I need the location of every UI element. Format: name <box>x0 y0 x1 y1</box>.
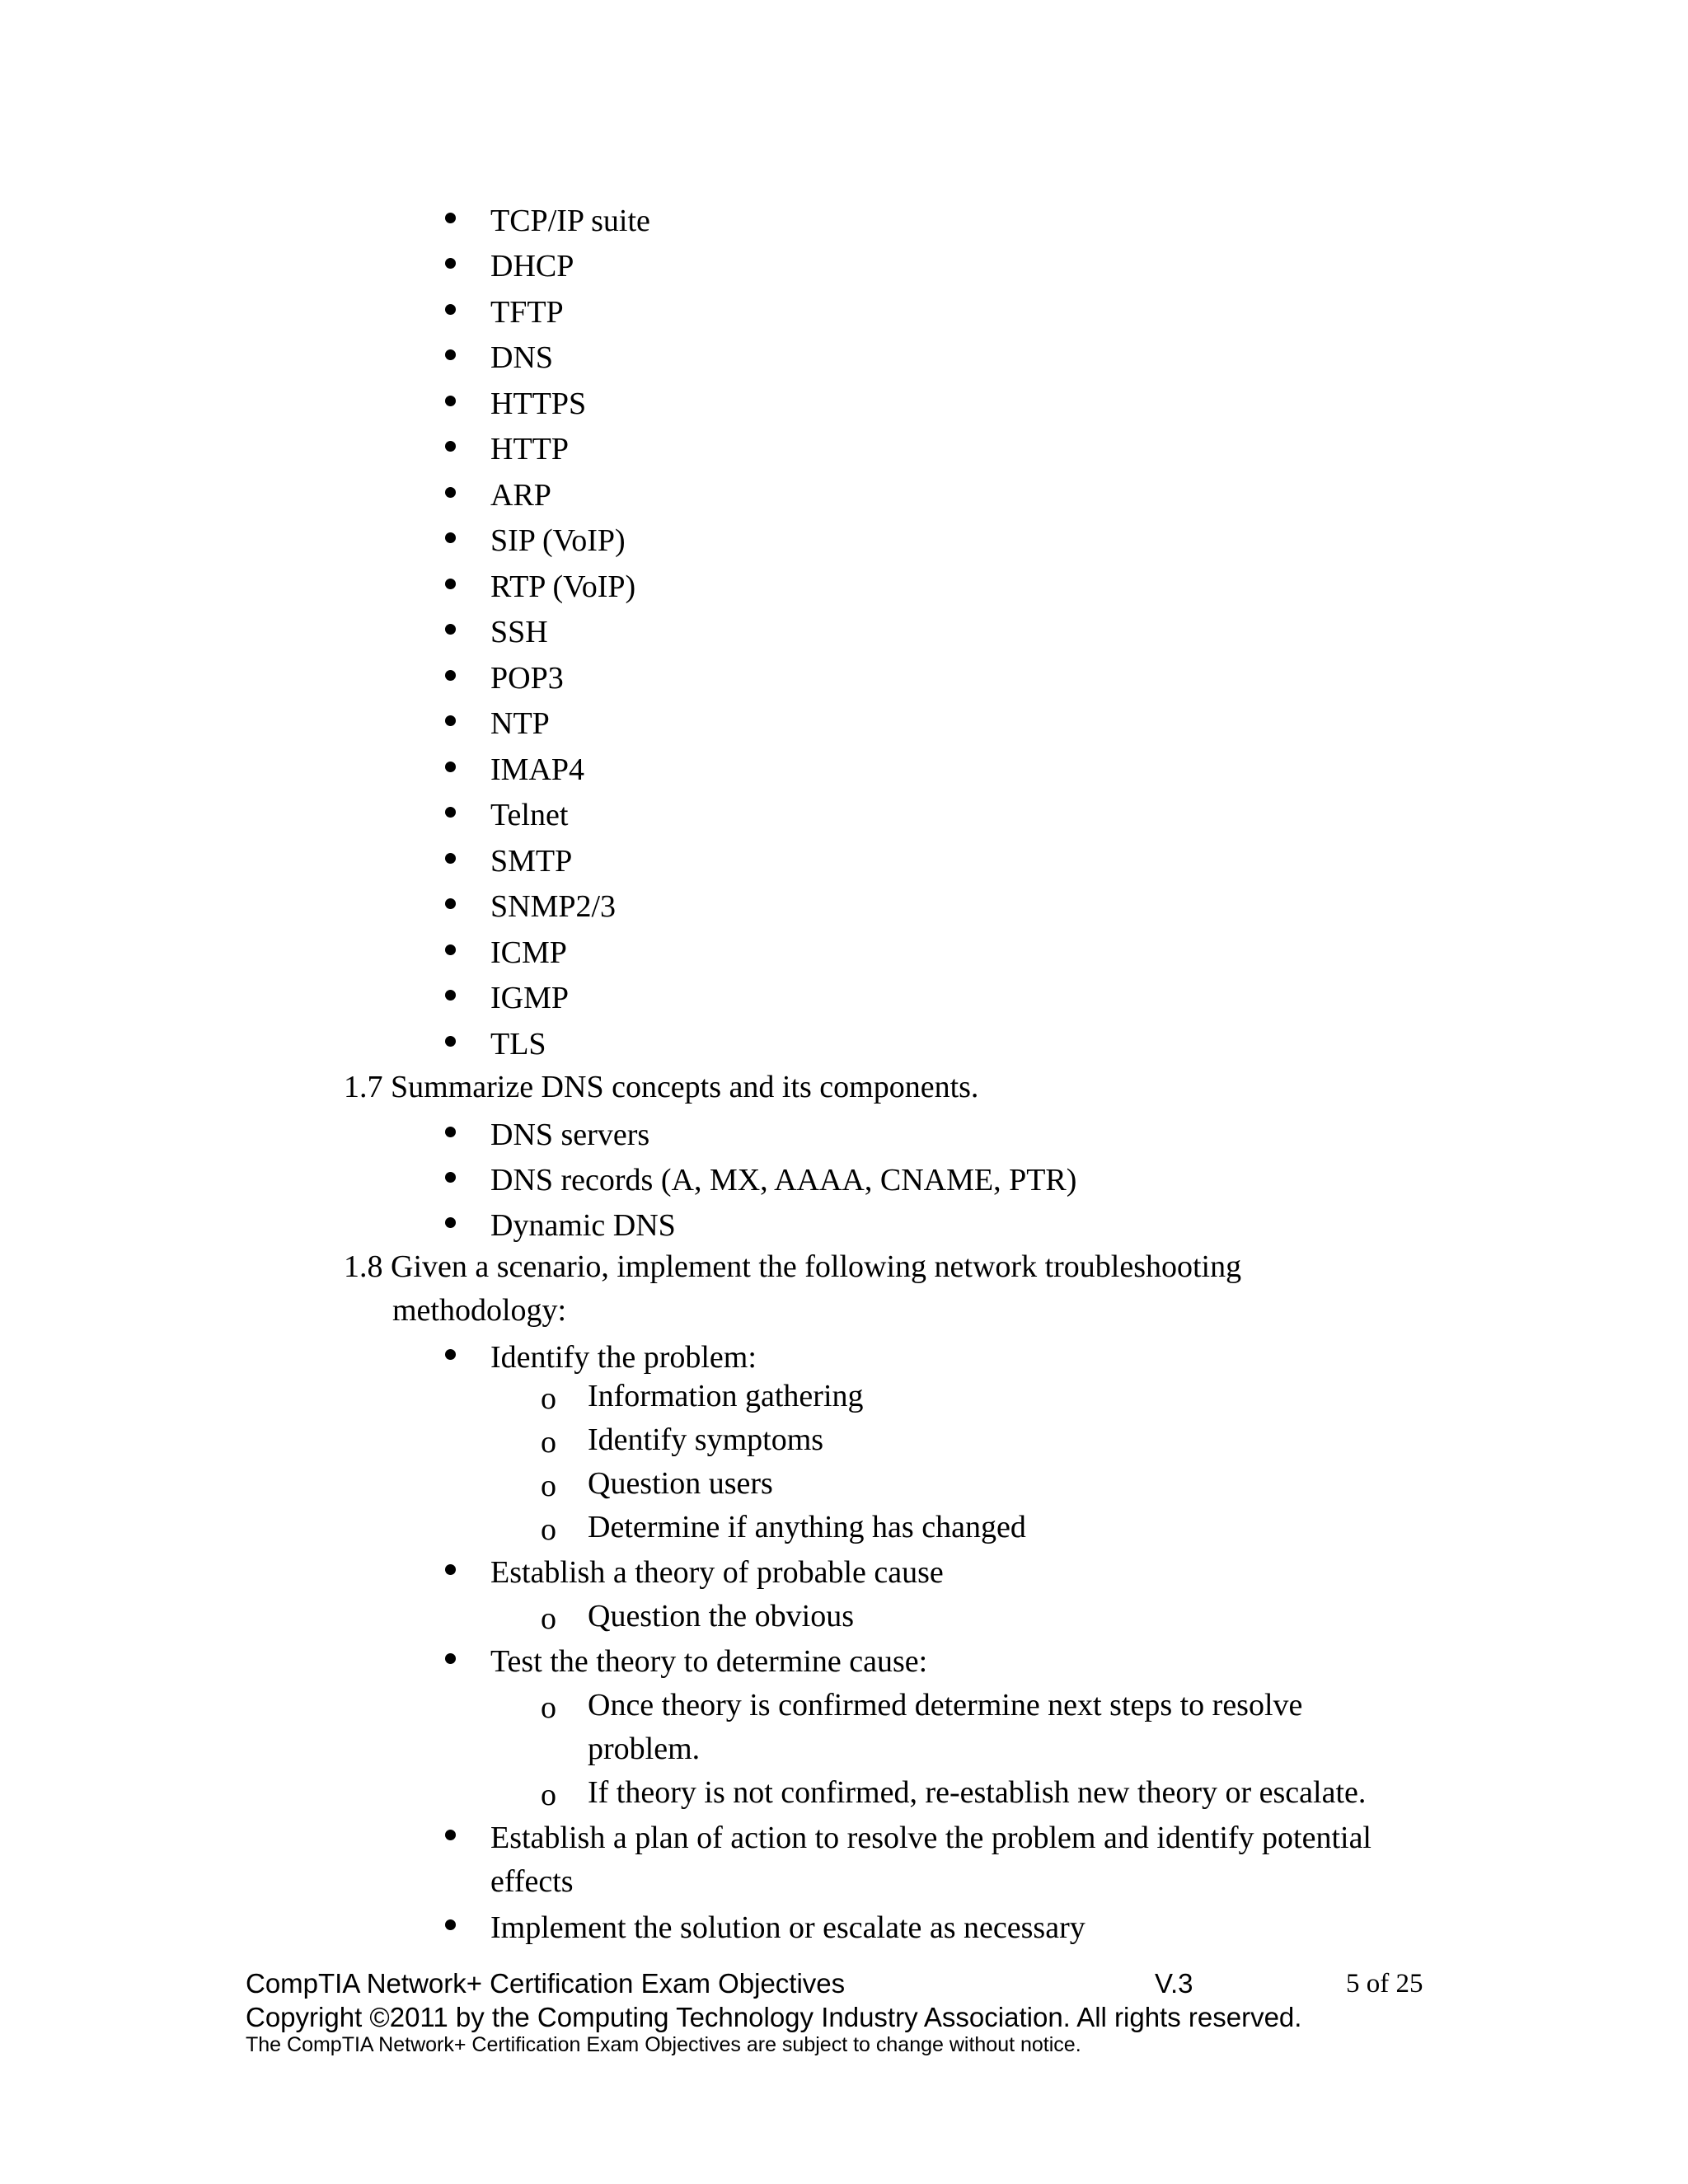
bullet-icon <box>445 213 456 223</box>
list-item: SSH <box>490 615 548 649</box>
sub-item: Question users <box>588 1466 773 1501</box>
bullet-icon <box>445 1919 456 1930</box>
bullet-icon <box>445 670 456 681</box>
sub-item: If theory is not confirmed, re-establish new theory or escalate. <box>588 1775 1367 1810</box>
bullet-icon <box>445 1830 456 1840</box>
bullet-icon <box>445 898 456 909</box>
bullet-icon <box>445 1172 456 1183</box>
list-item: NTP <box>490 706 550 741</box>
sub-item: Determine if anything has changed <box>588 1510 1026 1544</box>
sub-bullet-icon: o <box>541 1469 556 1503</box>
section-heading-continued: methodology: <box>392 1293 567 1328</box>
bullet-icon <box>445 258 456 269</box>
list-item: POP3 <box>490 661 564 696</box>
list-item: Dynamic DNS <box>490 1208 676 1243</box>
list-item: DNS <box>490 340 554 375</box>
sub-item: Once theory is confirmed determine next steps to resolve <box>588 1688 1303 1722</box>
list-item: RTP (VoIP) <box>490 569 636 604</box>
list-item: ARP <box>490 478 551 513</box>
sub-bullet-icon: o <box>541 1512 556 1547</box>
step-item: Identify the problem: <box>490 1340 757 1375</box>
section-heading: 1.7 Summarize DNS concepts and its components. <box>344 1070 979 1104</box>
list-item: HTTPS <box>490 387 587 421</box>
bullet-icon <box>445 944 456 955</box>
step-item: Test the theory to determine cause: <box>490 1644 928 1679</box>
list-item: SNMP2/3 <box>490 889 617 924</box>
footer-copyright: Copyright ©2011 by the Computing Technology Industry Association. All rights reserved. <box>246 2002 1302 2032</box>
list-item: DHCP <box>490 249 574 284</box>
bullet-icon <box>445 1036 456 1047</box>
bullet-icon <box>445 1217 456 1228</box>
list-item: TCP/IP suite <box>490 204 650 238</box>
bullet-icon <box>445 349 456 360</box>
step-item-continued: effects <box>490 1864 574 1899</box>
list-item: HTTP <box>490 432 569 466</box>
sub-item: Question the obvious <box>588 1599 854 1633</box>
bullet-icon <box>445 304 456 315</box>
bullet-icon <box>445 990 456 1001</box>
sub-bullet-icon: o <box>541 1690 556 1725</box>
list-item: DNS servers <box>490 1118 650 1152</box>
step-item: Establish a plan of action to resolve the problem and identify potential <box>490 1821 1372 1855</box>
sub-bullet-icon: o <box>541 1425 556 1460</box>
bullet-icon <box>445 579 456 589</box>
sub-bullet-icon: o <box>541 1601 556 1636</box>
list-item: TLS <box>490 1027 546 1062</box>
bullet-icon <box>445 853 456 864</box>
step-item: Establish a theory of probable cause <box>490 1555 944 1590</box>
bullet-icon <box>445 532 456 543</box>
sub-bullet-icon: o <box>541 1778 556 1812</box>
bullet-icon <box>445 441 456 452</box>
bullet-icon <box>445 1349 456 1360</box>
list-item: Telnet <box>490 798 569 832</box>
sub-item: Identify symptoms <box>588 1422 824 1457</box>
sub-item-continued: problem. <box>588 1732 701 1766</box>
bullet-icon <box>445 396 456 406</box>
bullet-icon <box>445 1653 456 1664</box>
sub-item: Information gathering <box>588 1379 864 1413</box>
step-item: Implement the solution or escalate as necessary <box>490 1910 1085 1945</box>
list-item: IGMP <box>490 981 570 1015</box>
section-heading: 1.8 Given a scenario, implement the following network troubleshooting <box>344 1249 1242 1284</box>
bullet-icon <box>445 807 456 818</box>
footer-title: CompTIA Network+ Certification Exam Objectives <box>246 1968 846 1999</box>
bullet-icon <box>445 762 456 772</box>
list-item: ICMP <box>490 935 567 970</box>
bullet-icon <box>445 1127 456 1137</box>
footer-version: V.3 <box>1155 1968 1193 1999</box>
list-item: DNS records (A, MX, AAAA, CNAME, PTR) <box>490 1163 1077 1197</box>
list-item: TFTP <box>490 295 564 330</box>
list-item: IMAP4 <box>490 752 585 787</box>
footer-page-number: 5 of 25 <box>1346 1969 1423 1999</box>
sub-bullet-icon: o <box>541 1381 556 1416</box>
bullet-icon <box>445 624 456 635</box>
bullet-icon <box>445 715 456 726</box>
list-item: SIP (VoIP) <box>490 523 626 558</box>
list-item: SMTP <box>490 844 573 879</box>
footer-notice: The CompTIA Network+ Certification Exam Objectives are subject to change without notice. <box>246 2033 1081 2056</box>
bullet-icon <box>445 487 456 498</box>
bullet-icon <box>445 1564 456 1575</box>
